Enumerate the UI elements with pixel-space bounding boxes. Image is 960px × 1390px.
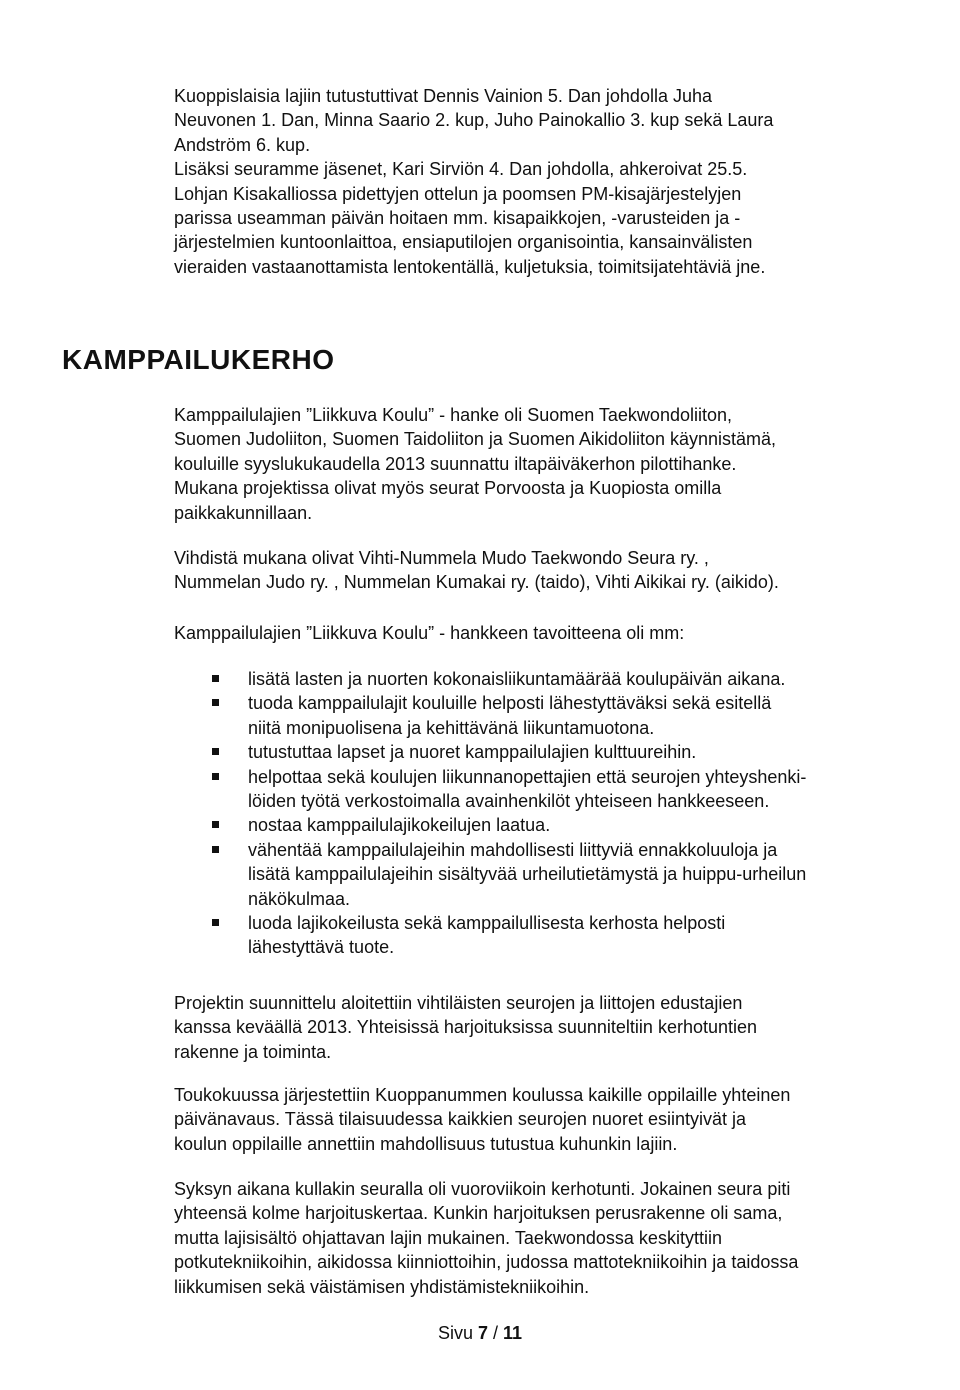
text-line: näkökulmaa. (248, 888, 351, 909)
text-line: Neuvonen 1. Dan, Minna Saario 2. kup, Juho Painokallio 3. kup sekä Laura (174, 110, 774, 131)
text-line: Kamppailulajien ”Liikkuva Koulu” - hanke oli Suomen Taekwondoliiton, (174, 405, 732, 425)
text-line: lisätä lasten ja nuorten kokonaisliikuntamäärää koulupäivän aikana. (248, 669, 786, 689)
planning-paragraph (174, 991, 904, 1064)
text-line: paikkakunnillaan. (174, 502, 313, 523)
square-bullet-icon (212, 821, 219, 828)
text-line: tuoda kamppailulajit kouluille helposti lähestyttäväksi sekä esitellä (248, 693, 772, 714)
square-bullet-icon (212, 846, 219, 853)
list-item (174, 813, 904, 837)
text-line: vähentää kamppailulajeihin mahdollisesti liittyviä ennakkoluuloja ja (248, 839, 778, 860)
text-line: koulun oppilaille annettiin mahdollisuus tutustua kuhunkin lajiin. (174, 1133, 678, 1154)
current-page-number: 7 (477, 1323, 488, 1343)
list-item (174, 667, 904, 691)
list-item (174, 691, 904, 740)
text-line: niitä monipuolisena ja kehittävänä liikuntamuotona. (248, 717, 655, 738)
text-line: Projektin suunnittelu aloitettiin vihtiläisten seurojen ja liittojen edustajien (174, 993, 743, 1013)
square-bullet-icon (212, 675, 219, 682)
list-item (174, 765, 904, 814)
text-line: Nummelan Judo ry. , Nummelan Kumakai ry. (taido), Vihti Aikikai ry. (aikido). (174, 572, 779, 593)
autumn-paragraph (174, 1177, 904, 1299)
square-bullet-icon (212, 699, 219, 706)
text-line: Syksyn aikana kullakin seuralla oli vuoroviikoin kerhotunti. Jokainen seura piti (174, 1179, 791, 1199)
project-paragraph (174, 403, 904, 525)
text-line: Suomen Judoliiton, Suomen Taidoliiton ja Suomen Aikidoliiton käynnistämä, (174, 429, 777, 450)
text-line: Lisäksi seuramme jäsenet, Kari Sirviön 4. Dan johdolla, ahkeroivat 25.5. (174, 159, 748, 180)
text-line: mutta lajisisältö ohjattavan lajin mukainen. Taekwondossa keskityttiin (174, 1227, 722, 1248)
text-line: Kamppailulajien ”Liikkuva Koulu” - hankkeen tavoitteena oli mm: (174, 623, 685, 643)
text-line: helpottaa sekä koulujen liikunnanopettajien että seurojen yhteyshenki- (248, 766, 807, 787)
text-line: löiden työtä verkostoimalla avainhenkilöt yhteiseen hankkeeseen. (248, 791, 770, 812)
text-line: päivänavaus. Tässä tilaisuudessa kaikkien seurojen nuoret esiintyivät ja (174, 1109, 746, 1130)
total-pages-number: 11 (503, 1323, 523, 1343)
goals-intro (174, 621, 904, 645)
square-bullet-icon (212, 748, 219, 755)
page-separator: / (493, 1323, 499, 1343)
text-line: kanssa keväällä 2013. Yhteisissä harjoituksissa suunniteltiin kerhotuntien (174, 1017, 758, 1038)
text-line: parissa useamman päivän hoitaen mm. kisapaikkojen, -varusteiden ja - (174, 208, 741, 229)
intro-paragraph (174, 84, 904, 279)
goals-list (174, 667, 904, 960)
text-line: yhteensä kolme harjoituskertaa. Kunkin harjoituksen perusrakenne oli sama, (174, 1203, 783, 1224)
vihti-paragraph (174, 546, 904, 595)
section-heading: KAMPPAILUKERHO (62, 344, 335, 375)
square-bullet-icon (212, 773, 219, 780)
list-item (174, 838, 904, 911)
text-line: tutustuttaa lapset ja nuoret kamppailulajien kulttuureihin. (248, 742, 697, 763)
may-paragraph (174, 1083, 904, 1156)
text-line: rakenne ja toiminta. (174, 1041, 332, 1062)
square-bullet-icon (212, 919, 219, 926)
text-line: lähestyttävä tuote. (248, 937, 395, 958)
list-item (174, 911, 904, 960)
text-line: Lohjan Kisakalliossa pidettyjen ottelun ja poomsen PM-kisajärjestelyjen (174, 183, 742, 204)
list-item (174, 740, 904, 764)
text-line: Vihdistä mukana olivat Vihti-Nummela Mudo Taekwondo Seura ry. , (174, 548, 709, 568)
text-line: liikkumisen sekä väistämisen yhdistämistekniikoihin. (174, 1276, 590, 1297)
text-line: järjestelmien kuntoonlaittoa, ensiaputilojen organisointia, kansainvälisten (174, 232, 753, 253)
text-line: nostaa kamppailulajikokeilujen laatua. (248, 815, 551, 836)
text-line: kouluille syyslukukaudella 2013 suunnattu iltapäiväkerhon pilottihanke. (174, 453, 737, 474)
text-line: Toukokuussa järjestettiin Kuoppanummen koulussa kaikille oppilaille yhteinen (174, 1085, 791, 1105)
text-line: vieraiden vastaanottamista lentokentällä, kuljetuksia, toimitsijatehtäviä jne. (174, 256, 766, 277)
text-line: potkutekniikoihin, aikidossa kiinniottoihin, judossa mattotekniikoihin ja taidossa (174, 1252, 799, 1273)
text-line: Andström 6. kup. (174, 134, 311, 155)
text-line: lisätä kamppailulajeihin sisältyvää urheilutietämystä ja huippu-urheilun (248, 864, 807, 885)
text-line: luoda lajikokeilusta sekä kamppailullisesta kerhosta helposti (248, 913, 726, 934)
text-line: Kuoppislaisia lajiin tutustuttivat Dennis Vainion 5. Dan johdolla Juha (174, 86, 712, 106)
page-label: Sivu (437, 1323, 473, 1343)
text-line: Mukana projektissa olivat myös seurat Porvoosta ja Kuopiosta omilla (174, 478, 722, 499)
page-footer (0, 1320, 960, 1346)
